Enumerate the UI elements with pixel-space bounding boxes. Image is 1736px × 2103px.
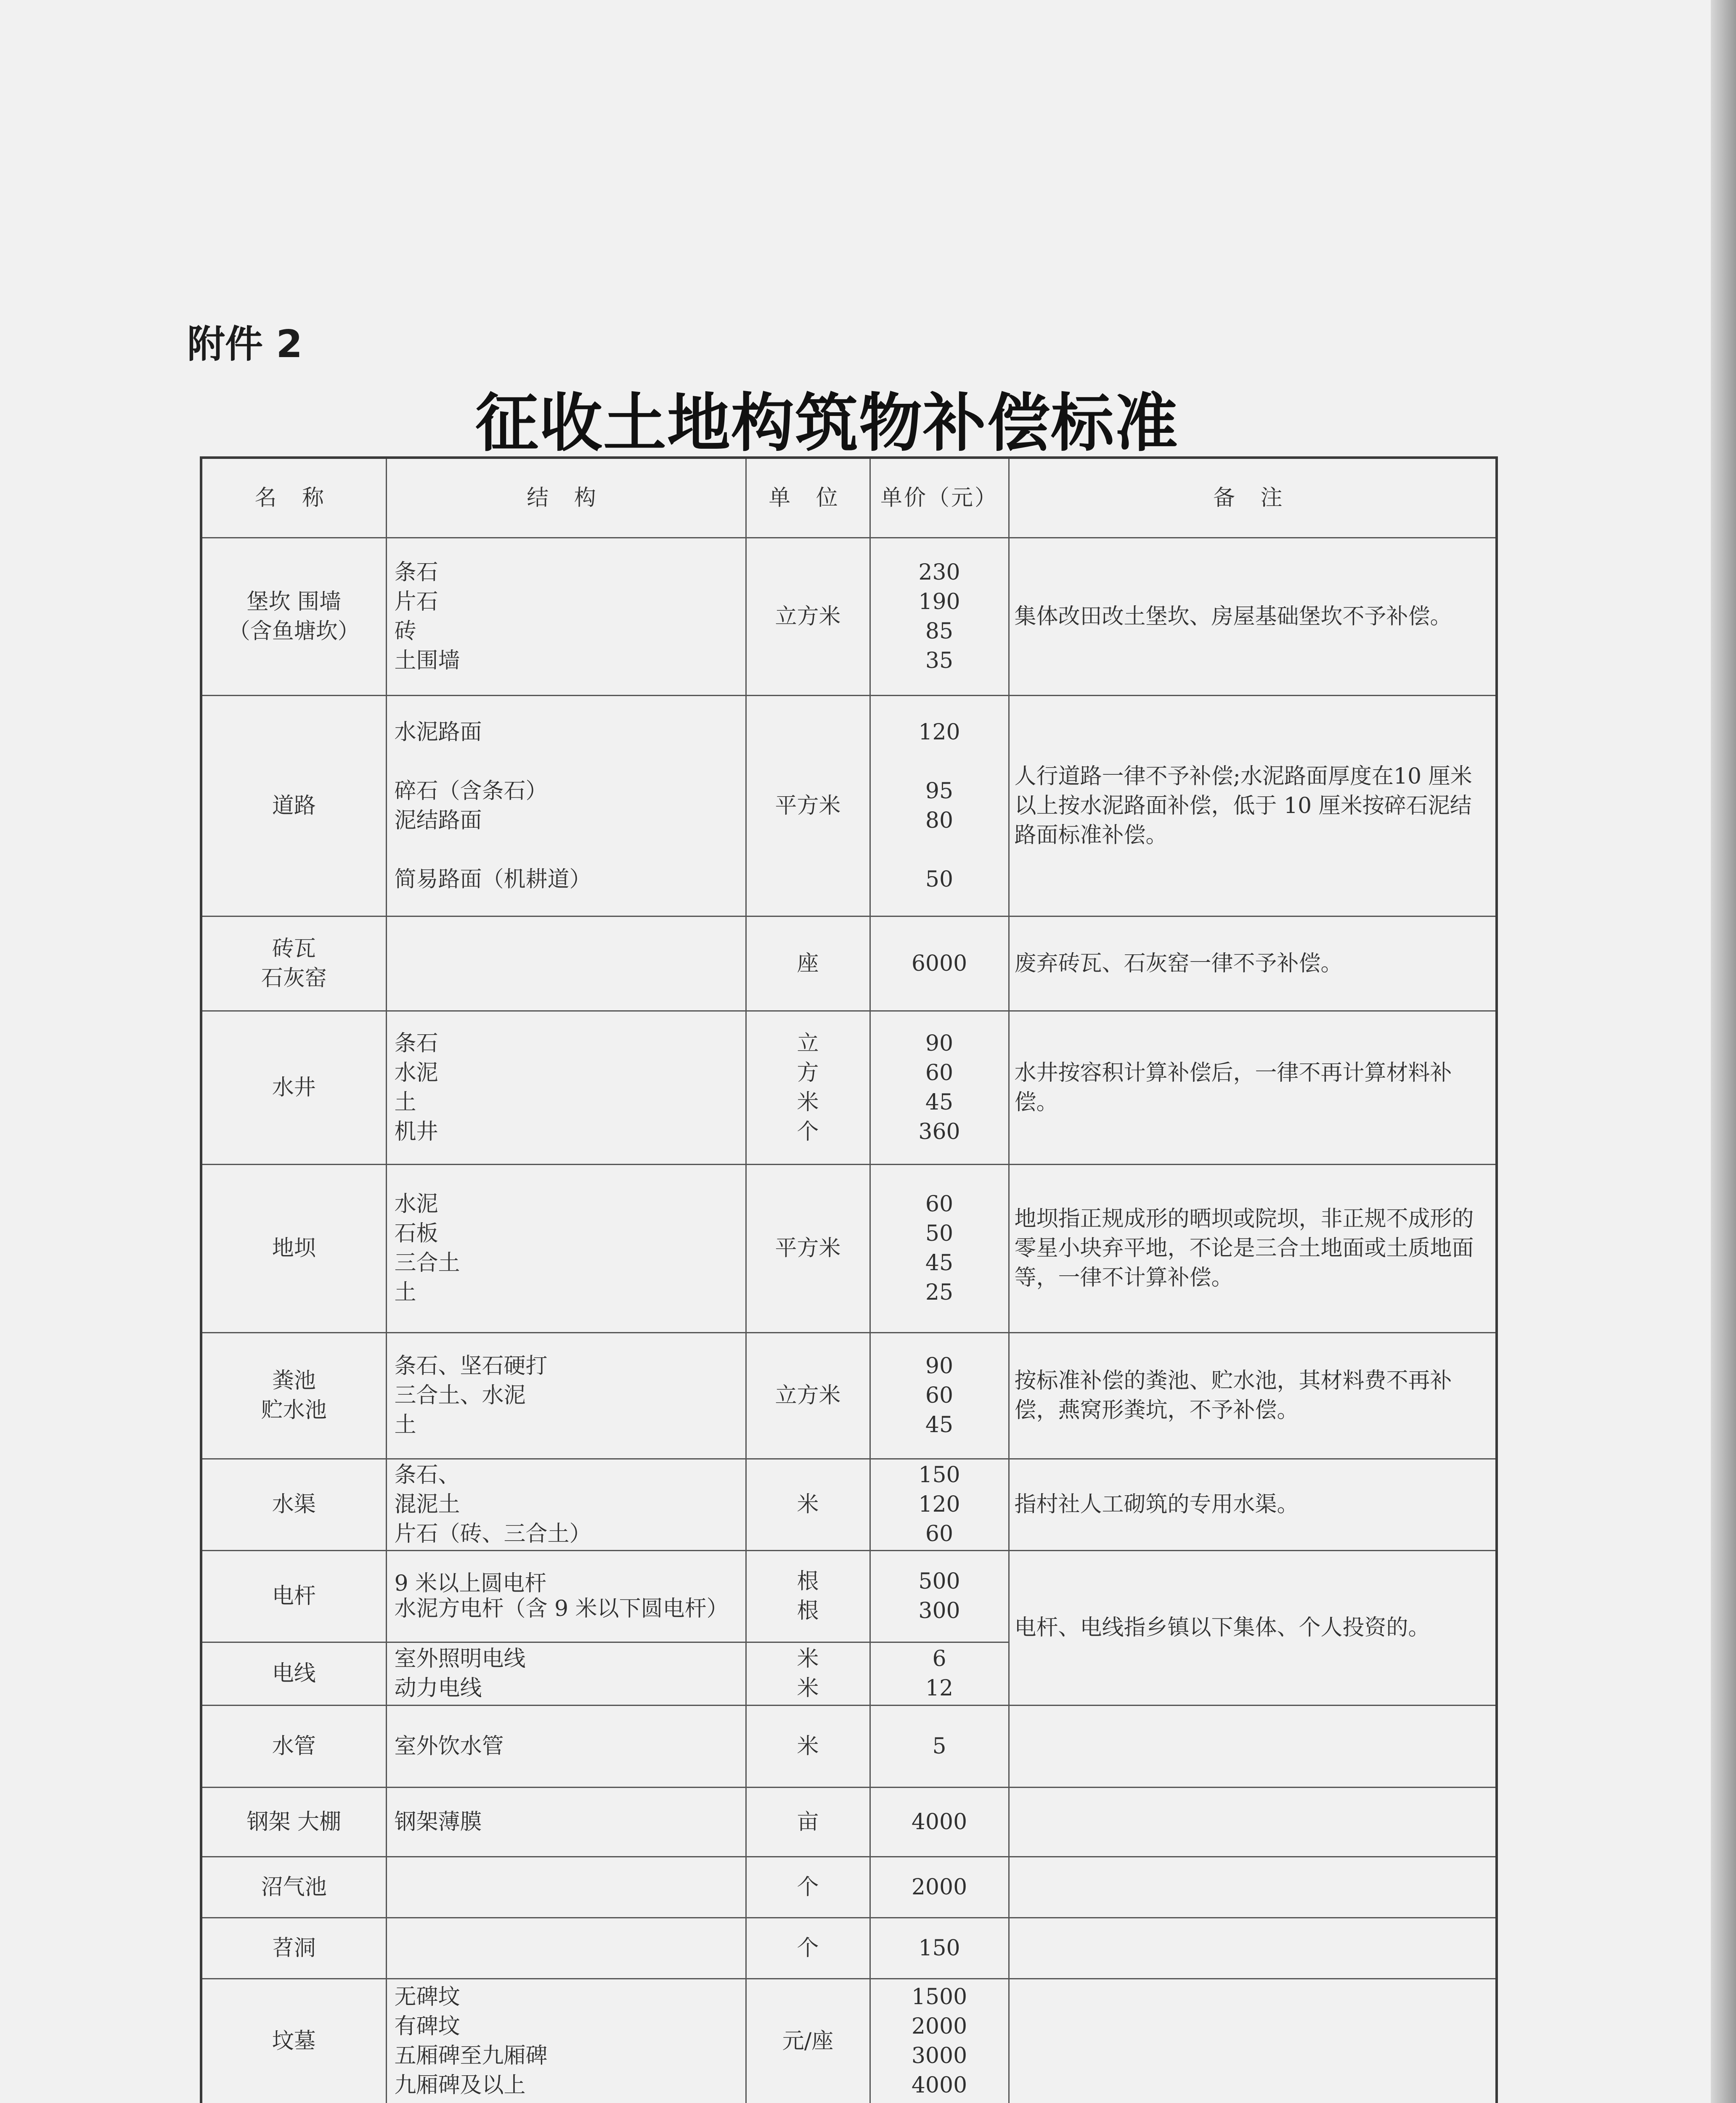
- row-name: 沼气池: [201, 1857, 386, 1918]
- row-unit: 根 根: [746, 1550, 870, 1642]
- table-row: [201, 916, 1497, 1011]
- row-unit: 个: [746, 1857, 870, 1918]
- row-structure: 水泥 石板 三合土 土: [386, 1164, 746, 1332]
- row-name: 水渠: [201, 1459, 386, 1550]
- row-unit: 立方米: [746, 538, 870, 695]
- row-name: 粪池 贮水池: [201, 1332, 386, 1459]
- row-price: 150: [870, 1918, 1009, 1979]
- row-name: 水管: [201, 1705, 386, 1787]
- row-name: 水井: [201, 1011, 386, 1164]
- row-structure: 无碑坟 有碑坟 五厢碑至九厢碑 九厢碑及以上: [386, 1979, 746, 2103]
- row-price: 90 60 45: [870, 1332, 1009, 1459]
- row-price: 90 60 45 360: [870, 1011, 1009, 1164]
- row-unit: 米 米: [746, 1642, 870, 1705]
- row-name: 坟墓: [201, 1979, 386, 2103]
- row-note: 集体改田改土堡坎、房屋基础堡坎不予补偿。: [1009, 538, 1497, 695]
- row-name: 地坝: [201, 1164, 386, 1332]
- table-row: [201, 695, 1497, 916]
- row-unit: 个: [746, 1918, 870, 1979]
- attachment-label: 附件 2: [187, 322, 302, 366]
- row-name: 电杆: [201, 1550, 386, 1642]
- row-structure: 9 米以上圆电杆 水泥方电杆（含 9 米以下圆电杆）: [386, 1550, 746, 1642]
- table-row: [201, 1918, 1497, 1979]
- table-row: [201, 538, 1497, 695]
- row-price: 6 12: [870, 1642, 1009, 1705]
- row-structure: [386, 916, 746, 1011]
- row-price: 6000: [870, 916, 1009, 1011]
- row-unit: 立方米: [746, 1332, 870, 1459]
- row-note: [1009, 1979, 1497, 2103]
- row-name: 砖瓦 石灰窑: [201, 916, 386, 1011]
- row-structure: 条石、 混泥土 片石（砖、三合土）: [386, 1459, 746, 1550]
- table-row: [201, 1459, 1497, 1550]
- table-row: [201, 1787, 1497, 1857]
- row-note: 人行道路一律不予补偿;水泥路面厚度在10 厘米以上按水泥路面补偿，低于 10 厘米按碎石泥结路面标准补偿。: [1009, 695, 1497, 916]
- row-unit: 亩: [746, 1787, 870, 1857]
- header-price: 单价（元）: [870, 458, 1009, 538]
- row-note: 水井按容积计算补偿后，一律不再计算材料补偿。: [1009, 1011, 1497, 1164]
- row-structure: 室外饮水管: [386, 1705, 746, 1787]
- row-structure: 条石、坚石硬打 三合土、水泥 土: [386, 1332, 746, 1459]
- row-note: [1009, 1787, 1497, 1857]
- row-name: 道路: [201, 695, 386, 916]
- row-name: 堡坎 围墙 （含鱼塘坎）: [201, 538, 386, 695]
- row-structure: [386, 1918, 746, 1979]
- row-unit: 平方米: [746, 695, 870, 916]
- row-unit: 平方米: [746, 1164, 870, 1332]
- row-note: 按标准补偿的粪池、贮水池，其材料费不再补偿，燕窝形粪坑，不予补偿。: [1009, 1332, 1497, 1459]
- row-note: 地坝指正规成形的晒坝或院坝，非正规不成形的零星小块弃平地，不论是三合土地面或土质地面等，一律不计算补偿。: [1009, 1164, 1497, 1332]
- row-note: 电杆、电线指乡镇以下集体、个人投资的。: [1009, 1550, 1497, 1705]
- header-structure: 结 构: [386, 458, 746, 538]
- row-note: 废弃砖瓦、石灰窑一律不予补偿。: [1009, 916, 1497, 1011]
- row-structure: 条石 片石 砖 土围墙: [386, 538, 746, 695]
- compensation-table: [200, 456, 1498, 2103]
- row-note: [1009, 1857, 1497, 1918]
- row-price: 150 120 60: [870, 1459, 1009, 1550]
- table-row: [201, 1705, 1497, 1787]
- row-structure: 条石 水泥 土 机井: [386, 1011, 746, 1164]
- row-name: 钢架 大棚: [201, 1787, 386, 1857]
- row-unit: 元/座: [746, 1979, 870, 2103]
- header-note: 备 注: [1009, 458, 1497, 538]
- row-unit: 米: [746, 1705, 870, 1787]
- row-structure: 室外照明电线 动力电线: [386, 1642, 746, 1705]
- row-price: 2000: [870, 1857, 1009, 1918]
- header-name: 名 称: [201, 458, 386, 538]
- row-price: 120 95 80 50: [870, 695, 1009, 916]
- page-title: 征收土地构筑物补偿标准: [475, 387, 1179, 460]
- row-price: 500 300: [870, 1550, 1009, 1642]
- row-unit: 座: [746, 916, 870, 1011]
- row-note: [1009, 1705, 1497, 1787]
- table-row: [201, 1979, 1497, 2103]
- row-price: 5: [870, 1705, 1009, 1787]
- table-row: [201, 1011, 1497, 1164]
- table-header-row: [201, 458, 1497, 538]
- row-unit: 立 方 米 个: [746, 1011, 870, 1164]
- row-name: 电线: [201, 1642, 386, 1705]
- row-name: 苕洞: [201, 1918, 386, 1979]
- table-row: [201, 1164, 1497, 1332]
- row-price: 4000: [870, 1787, 1009, 1857]
- row-price: 230 190 85 35: [870, 538, 1009, 695]
- table-row: [201, 1332, 1497, 1459]
- row-unit: 米: [746, 1459, 870, 1550]
- row-structure: 水泥路面 碎石（含条石） 泥结路面 简易路面（机耕道）: [386, 695, 746, 916]
- row-price: 60 50 45 25: [870, 1164, 1009, 1332]
- header-unit: 单 位: [746, 458, 870, 538]
- row-structure: [386, 1857, 746, 1918]
- row-structure: 钢架薄膜: [386, 1787, 746, 1857]
- table-row: [201, 1857, 1497, 1918]
- page-edge-shadow: [1711, 0, 1736, 2103]
- row-note: [1009, 1918, 1497, 1979]
- table-row: [201, 1550, 1497, 1642]
- row-price: 1500 2000 3000 4000: [870, 1979, 1009, 2103]
- row-note: 指村社人工砌筑的专用水渠。: [1009, 1459, 1497, 1550]
